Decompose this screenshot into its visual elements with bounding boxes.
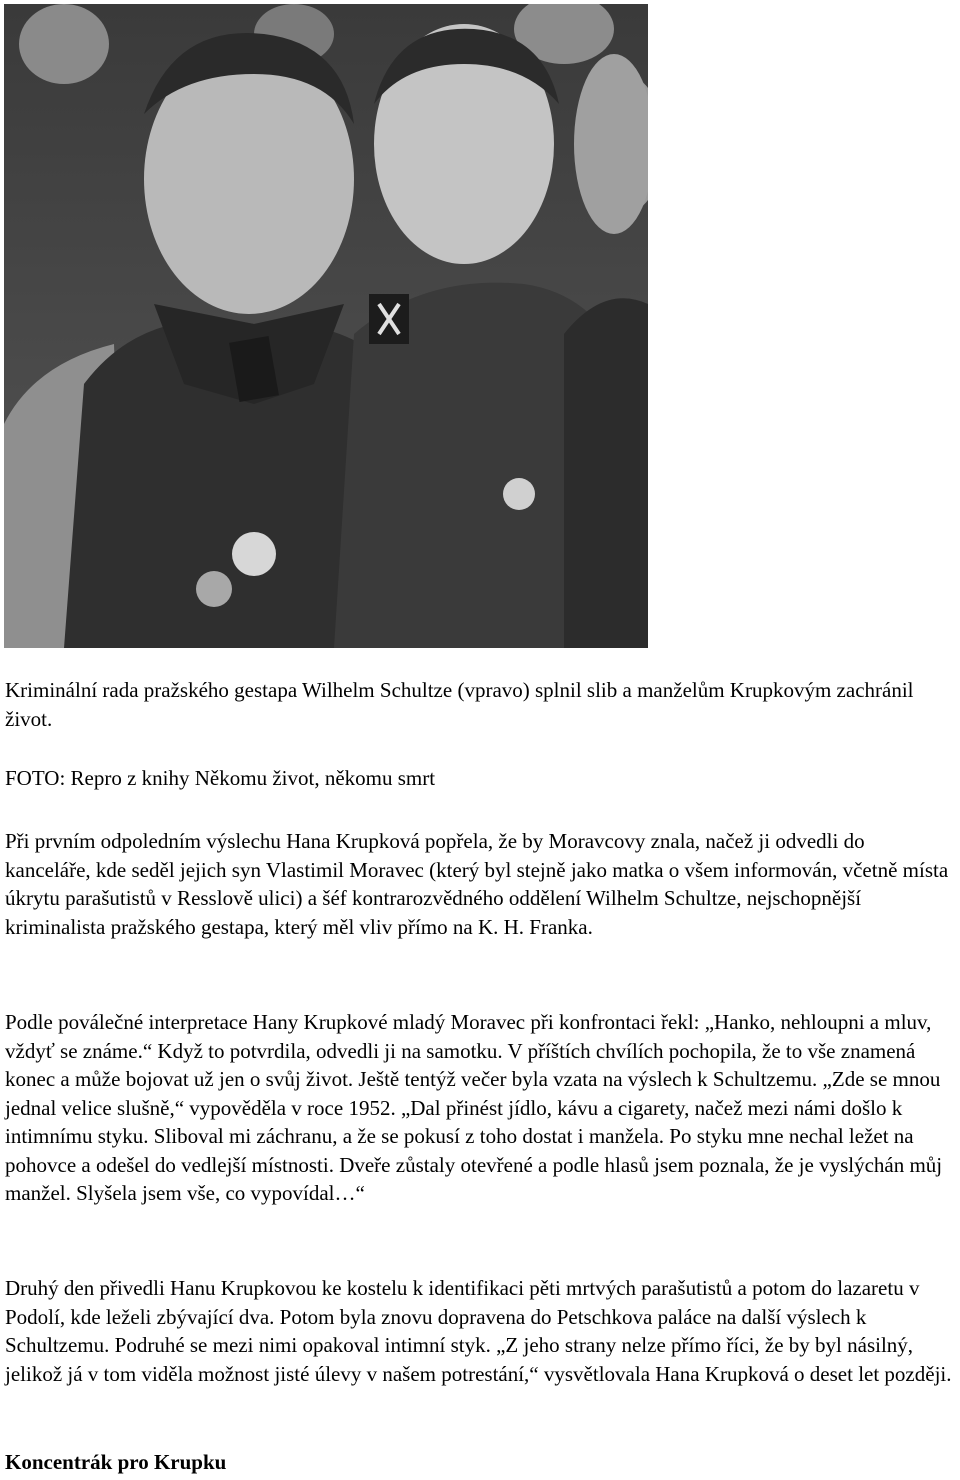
photo-caption xyxy=(5,676,955,733)
caption-text: Kriminální rada pražského gestapa Wilhelm Schultze (vpravo) splnil slib a manželům Krupkovým zachránil život. xyxy=(5,678,914,731)
article-paragraph-2 xyxy=(5,1008,955,1208)
article-paragraph-3 xyxy=(5,1274,955,1388)
paragraph-text: Při prvním odpoledním výslechu Hana Krupková popřela, že by Moravcovy znala, načež ji odvedli do kanceláře, kde seděl jejich syn Vlastimil Moravec (který byl stejně jako matka o všem informován, včetně místa úkrytu parašutistů v Resslově ulici) a šéf kontrarozvědného oddělení Wilhelm Schultze, nejschopnější kriminalista pražského gestapa, který měl vliv přímo na K. H. Franka. xyxy=(5,829,949,939)
heading-text: Koncentrák pro Krupku xyxy=(5,1450,227,1474)
article-paragraph-1 xyxy=(5,827,955,941)
paragraph-text: Podle poválečné interpretace Hany Krupkové mladý Moravec při konfrontaci řekl: „Hanko, nehloupni a mluv, vždyť se známe.“ Když to potvrdila, odvedli ji na samotku. V příštích chvílích pochopila, že to vše znamená konec a může bojovat už jen o svůj život. Ještě tentýž večer byla vzata na výslech k Schultzemu. „Zde se mnou jednal velice slušně,“ vypověděla v roce 1952. „Dal přinést jídlo, kávu a cigarety, načež mezi námi došlo k intimnímu styku. Sliboval mi záchranu, a že se pokusí z toho dostat i manžela. Po styku mne nechal ležet na pohovce a odešel do vedlejší místnosti. Dveře zůstaly otevřené a podle hlasů jsem poznala, že je vyslýchán můj manžel. Slyšela jsem vše, co vypovídal…“ xyxy=(5,1010,943,1205)
photo-credit xyxy=(5,764,955,793)
historical-photo xyxy=(4,4,648,648)
credit-text: FOTO: Repro z knihy Někomu život, někomu smrt xyxy=(5,766,436,790)
section-heading xyxy=(5,1448,955,1477)
paragraph-text: Druhý den přivedli Hanu Krupkovou ke kostelu k identifikaci pěti mrtvých parašutistů a potom do lazaretu v Podolí, kde leželi zbývající dva. Potom byla znovu dopravena do Petschkova paláce na další výslech k Schultzemu. Podruhé se mezi nimi opakoval intimní styk. „Z jeho strany nelze přímo říci, že by byl násilný, jelikož já v tom viděla možnost jisté úlevy v našem potrestání,“ vysvětlovala Hana Krupková o deset let později. xyxy=(5,1276,952,1386)
photo-illustration xyxy=(4,4,648,648)
